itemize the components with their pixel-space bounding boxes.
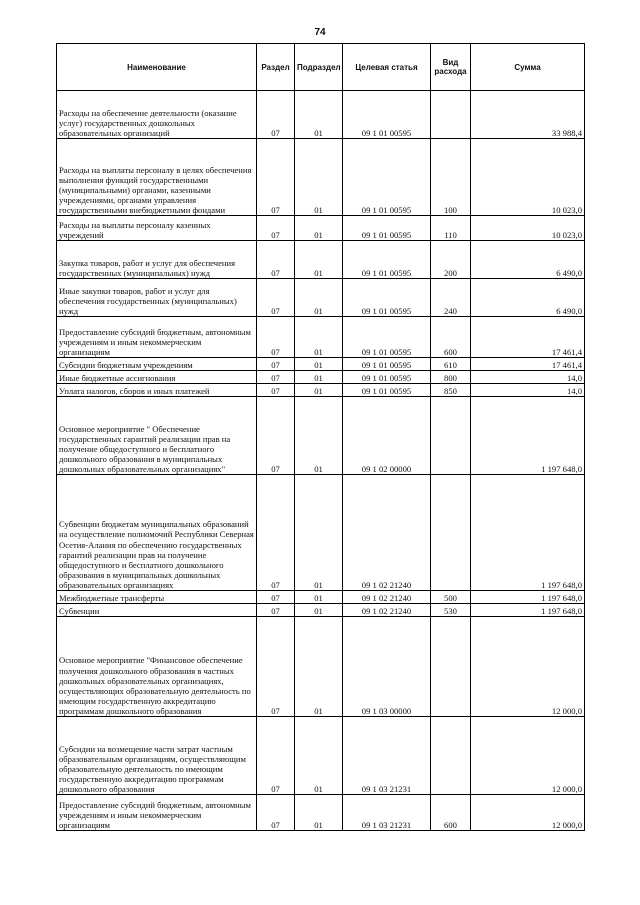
row-name: Предоставление субсидий бюджетным, автономным учреждениям и иным некоммерческим организациям: [57, 317, 257, 358]
row-sum: 12 000,0: [471, 795, 585, 831]
row-sum: 14,0: [471, 384, 585, 397]
row-sum: 17 461,4: [471, 317, 585, 358]
row-section: 07: [257, 397, 295, 475]
table-row: [57, 397, 585, 475]
row-target: 09 1 01 00595: [343, 279, 431, 317]
row-name: Иные бюджетные ассигнования: [57, 371, 257, 384]
row-kind: 610: [431, 358, 471, 371]
row-subsection: 01: [295, 279, 343, 317]
row-name: Уплата налогов, сборов и иных платежей: [57, 384, 257, 397]
row-target: 09 1 01 00595: [343, 358, 431, 371]
row-section: 07: [257, 795, 295, 831]
row-target: 09 1 01 00595: [343, 317, 431, 358]
row-name: Основное мероприятие "Финансовое обеспечение получения дошкольного образования в частных дошкольных образовательных организациях, осуществляющих образовательную деятельность по имеющим государственную аккредитацию программам дошкольного образования: [57, 617, 257, 717]
row-subsection: 01: [295, 475, 343, 591]
table-row: [57, 216, 585, 241]
row-subsection: 01: [295, 216, 343, 241]
row-kind: [431, 617, 471, 717]
row-sum: 6 490,0: [471, 279, 585, 317]
row-kind: 240: [431, 279, 471, 317]
row-subsection: 01: [295, 384, 343, 397]
row-sum: 1 197 648,0: [471, 591, 585, 604]
row-subsection: 01: [295, 795, 343, 831]
row-name: Предоставление субсидий бюджетным, автономным учреждениям и иным некоммерческим организациям: [57, 795, 257, 831]
row-target: 09 1 01 00595: [343, 384, 431, 397]
row-name: Основное мероприятие " Обеспечение государственных гарантий реализации прав на получение общедоступного и бесплатного дошкольного образования в муниципальных дошкольных образовательных организациях": [57, 397, 257, 475]
row-target: 09 1 02 21240: [343, 604, 431, 617]
column-header-name: Наименование: [57, 44, 257, 91]
row-kind: [431, 397, 471, 475]
row-section: 07: [257, 279, 295, 317]
column-header-subsection: Подраздел: [295, 44, 343, 91]
row-name: Расходы на выплаты персоналу казенных учреждений: [57, 216, 257, 241]
column-header-section: Раздел: [257, 44, 295, 91]
row-section: 07: [257, 216, 295, 241]
row-kind: [431, 717, 471, 795]
table-row: [57, 591, 585, 604]
row-target: 09 1 01 00595: [343, 241, 431, 279]
row-section: 07: [257, 91, 295, 139]
row-kind: 600: [431, 317, 471, 358]
row-section: 07: [257, 604, 295, 617]
row-target: 09 1 01 00595: [343, 216, 431, 241]
row-sum: 1 197 648,0: [471, 397, 585, 475]
row-sum: 10 023,0: [471, 216, 585, 241]
row-section: 07: [257, 358, 295, 371]
table-row: [57, 384, 585, 397]
row-kind: 850: [431, 384, 471, 397]
row-target: 09 1 03 21231: [343, 717, 431, 795]
row-subsection: 01: [295, 591, 343, 604]
page-number: 74: [314, 27, 326, 38]
row-sum: 17 461,4: [471, 358, 585, 371]
row-target: 09 1 02 00000: [343, 397, 431, 475]
row-sum: 14,0: [471, 371, 585, 384]
row-name: Закупка товаров, работ и услуг для обеспечения государственных (муниципальных) нужд: [57, 241, 257, 279]
row-subsection: 01: [295, 717, 343, 795]
row-target: 09 1 01 00595: [343, 91, 431, 139]
row-sum: 1 197 648,0: [471, 475, 585, 591]
row-name: Межбюджетные трансферты: [57, 591, 257, 604]
row-kind: 100: [431, 139, 471, 216]
row-target: 09 1 01 00595: [343, 371, 431, 384]
column-header-kind: Вид расхода: [431, 44, 471, 91]
table-row: [57, 371, 585, 384]
row-subsection: 01: [295, 139, 343, 216]
table-row: [57, 139, 585, 216]
table-row: [57, 241, 585, 279]
row-kind: 600: [431, 795, 471, 831]
row-sum: 1 197 648,0: [471, 604, 585, 617]
row-target: 09 1 02 21240: [343, 475, 431, 591]
row-section: 07: [257, 139, 295, 216]
table-row: [57, 717, 585, 795]
table-row: [57, 795, 585, 831]
row-kind: 110: [431, 216, 471, 241]
table-row: [57, 279, 585, 317]
row-section: 07: [257, 591, 295, 604]
row-section: 07: [257, 371, 295, 384]
row-sum: 10 023,0: [471, 139, 585, 216]
row-subsection: 01: [295, 604, 343, 617]
column-header-sum: Сумма: [471, 44, 585, 91]
row-section: 07: [257, 317, 295, 358]
column-header-target: Целевая статья: [343, 44, 431, 91]
row-kind: [431, 475, 471, 591]
row-sum: 12 000,0: [471, 617, 585, 717]
row-section: 07: [257, 384, 295, 397]
table-row: [57, 358, 585, 371]
row-kind: 500: [431, 591, 471, 604]
row-name: Расходы на выплаты персоналу в целях обеспечения выполнения функций государственными (муниципальными) органами, казенными учреждениями, органами управления государственными внебюджетными фондами: [57, 139, 257, 216]
table-row: [57, 604, 585, 617]
row-subsection: 01: [295, 617, 343, 717]
row-subsection: 01: [295, 241, 343, 279]
table-header-row: [57, 44, 585, 91]
row-sum: 12 000,0: [471, 717, 585, 795]
row-name: Субсидии бюджетным учреждениям: [57, 358, 257, 371]
row-section: 07: [257, 617, 295, 717]
row-target: 09 1 03 00000: [343, 617, 431, 717]
row-name: Иные закупки товаров, работ и услуг для обеспечения государственных (муниципальных) нужд: [57, 279, 257, 317]
row-name: Расходы на обеспечение деятельности (оказание услуг) государственных дошкольных образовательных организаций: [57, 91, 257, 139]
row-subsection: 01: [295, 317, 343, 358]
row-kind: 800: [431, 371, 471, 384]
row-target: 09 1 03 21231: [343, 795, 431, 831]
row-target: 09 1 02 21240: [343, 591, 431, 604]
row-section: 07: [257, 475, 295, 591]
row-section: 07: [257, 241, 295, 279]
row-target: 09 1 01 00595: [343, 139, 431, 216]
row-kind: 530: [431, 604, 471, 617]
row-subsection: 01: [295, 91, 343, 139]
row-subsection: 01: [295, 397, 343, 475]
table-row: [57, 617, 585, 717]
row-section: 07: [257, 717, 295, 795]
row-name: Субвенции: [57, 604, 257, 617]
row-name: Субвенции бюджетам муниципальных образований на осуществление полномочий Республики Северная Осетия-Алания по обеспечению государственных гарантий реализации прав на получение общедоступного и бесплатного дошкольного образования в муниципальных дошкольных образовательных организациях: [57, 475, 257, 591]
row-subsection: 01: [295, 358, 343, 371]
table-row: [57, 475, 585, 591]
row-kind: 200: [431, 241, 471, 279]
row-kind: [431, 91, 471, 139]
row-name: Субсидии на возмещение части затрат частным образовательным организациям, осуществляющим образовательную деятельность по имеющим государственную аккредитацию программам дошкольного образования: [57, 717, 257, 795]
row-sum: 6 490,0: [471, 241, 585, 279]
budget-table: [56, 43, 585, 831]
table-row: [57, 91, 585, 139]
table-row: [57, 317, 585, 358]
row-sum: 33 988,4: [471, 91, 585, 139]
row-subsection: 01: [295, 371, 343, 384]
